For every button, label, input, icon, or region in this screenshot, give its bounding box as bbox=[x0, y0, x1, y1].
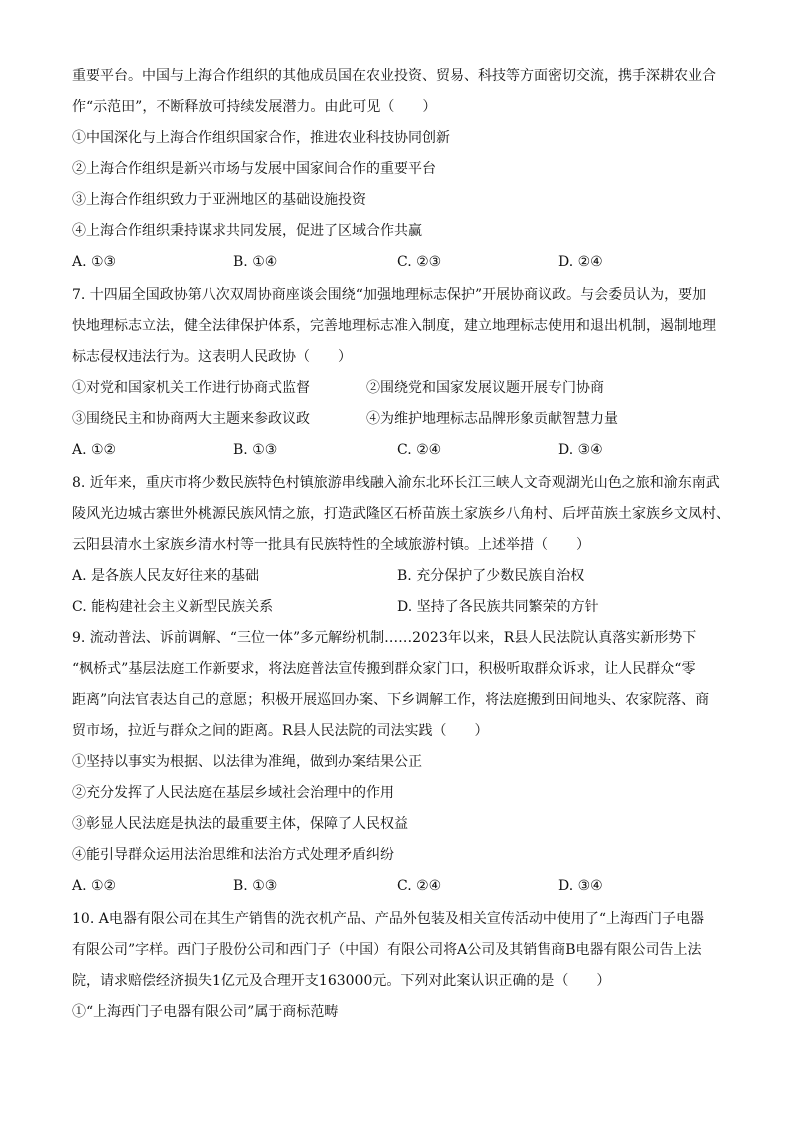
q7-choice-a: A. ①② bbox=[72, 442, 117, 458]
q9-stem-line-1: 9. 流动普法、诉前调解、“三位一体”多元解纷机制……2023年以来，R县人民法院认真落实新形势下 bbox=[72, 630, 697, 646]
q6-choice-c: C. ②③ bbox=[397, 254, 442, 270]
q10-stem-line-2: 有限公司”字样。西门子股份公司和西门子（中国）有限公司将A公司及其销售商B电器有限公司告上法 bbox=[72, 942, 702, 958]
q9-choice-a: A. ①② bbox=[72, 878, 117, 894]
q6-stem-line-2: 作“示范田”，不断释放可持续发展潜力。由此可见（ ） bbox=[72, 99, 437, 115]
q7-statement-4: ④为维护地理标志品牌形象贡献智慧力量 bbox=[366, 411, 618, 427]
q9-statement-4: ④能引导群众运用法治思维和法治方式处理矛盾纠纷 bbox=[72, 847, 394, 863]
q9-stem-line-4: 贸市场，拉近与群众之间的距离。R县人民法院的司法实践（ ） bbox=[72, 723, 489, 739]
q9-choice-c: C. ②④ bbox=[397, 878, 442, 894]
q10-statement-1: ①“上海西门子电器有限公司”属于商标范畴 bbox=[72, 1004, 339, 1020]
q8-stem-line-3: 云阳县清水土家族乡清水村等一批具有民族特性的全域旅游村镇。上述举措（ ） bbox=[72, 537, 590, 553]
q9-statement-2: ②充分发挥了人民法庭在基层乡域社会治理中的作用 bbox=[72, 785, 394, 801]
q9-statement-3: ③彰显人民法庭是执法的最重要主体，保障了人民权益 bbox=[72, 816, 408, 832]
q6-statement-4: ④上海合作组织秉持谋求共同发展，促进了区域合作共赢 bbox=[72, 223, 422, 239]
q7-choice-b: B. ①③ bbox=[233, 442, 278, 458]
q7-statement-3: ③围绕民主和协商两大主题来参政议政 bbox=[72, 411, 310, 427]
q6-choice-b: B. ①④ bbox=[233, 254, 278, 270]
q9-statement-1: ①坚持以事实为根据、以法律为准绳，做到办案结果公正 bbox=[72, 754, 422, 770]
q7-stem-line-2: 快地理标志立法，健全法律保护体系，完善地理标志准入制度，建立地理标志使用和退出机制，遏制地理 bbox=[72, 318, 716, 334]
q7-choice-d: D. ③④ bbox=[558, 442, 603, 458]
q7-stem-line-3: 标志侵权违法行为。这表明人民政协（ ） bbox=[72, 349, 352, 365]
q7-stem-line-1: 7. 十四届全国政协第八次双周协商座谈会围绕“加强地理标志保护”开展协商议政。与会委员认为，要加 bbox=[72, 287, 707, 303]
q9-choice-b: B. ①③ bbox=[233, 878, 278, 894]
q10-stem-line-1: 10. A电器有限公司在其生产销售的洗衣机产品、产品外包装及相关宣传活动中使用了“上海西门子电器 bbox=[72, 911, 704, 927]
q6-choice-d: D. ②④ bbox=[558, 254, 603, 270]
q8-stem-line-2: 陵风光边城古寨世外桃源民族风情之旅，打造武隆区石桥苗族土家族乡八角村、后坪苗族土家族乡文凤村、 bbox=[72, 506, 730, 522]
q9-choice-d: D. ③④ bbox=[558, 878, 603, 894]
q6-statement-2: ②上海合作组织是新兴市场与发展中国家间合作的重要平台 bbox=[72, 161, 436, 177]
q7-choice-c: C. ②④ bbox=[397, 442, 442, 458]
q6-statement-1: ①中国深化与上海合作组织国家合作，推进农业科技协同创新 bbox=[72, 130, 450, 146]
q9-stem-line-2: “枫桥式”基层法庭工作新要求，将法庭普法宣传搬到群众家门口，积极听取群众诉求，让人民群众“零 bbox=[72, 661, 696, 677]
q8-choice-d: D. 坚持了各民族共同繁荣的方针 bbox=[397, 599, 599, 615]
q10-stem-line-3: 院，请求赔偿经济损失1亿元及合理开支163000元。下列对此案认识正确的是（ ） bbox=[72, 973, 611, 989]
q8-choice-c: C. 能构建社会主义新型民族关系 bbox=[72, 599, 274, 615]
q9-stem-line-3: 距离”向法官表达自己的意愿；积极开展巡回办案、下乡调解工作，将法庭搬到田间地头、农家院落、商 bbox=[72, 692, 710, 708]
q8-choice-b: B. 充分保护了少数民族自治权 bbox=[397, 568, 585, 584]
q7-statement-1: ①对党和国家机关工作进行协商式监督 bbox=[72, 380, 310, 396]
q6-stem-line-1: 重要平台。中国与上海合作组织的其他成员国在农业投资、贸易、科技等方面密切交流，携手深耕农业合 bbox=[72, 68, 716, 84]
q6-statement-3: ③上海合作组织致力于亚洲地区的基础设施投资 bbox=[72, 192, 366, 208]
q8-stem-line-1: 8. 近年来，重庆市将少数民族特色村镇旅游串线融入渝东北环长江三峡人文奇观湖光山色之旅和渝东南武 bbox=[72, 475, 720, 491]
q6-choice-a: A. ①③ bbox=[72, 254, 117, 270]
q7-statement-2: ②围绕党和国家发展议题开展专门协商 bbox=[366, 380, 604, 396]
q8-choice-a: A. 是各族人民友好往来的基础 bbox=[72, 568, 260, 584]
